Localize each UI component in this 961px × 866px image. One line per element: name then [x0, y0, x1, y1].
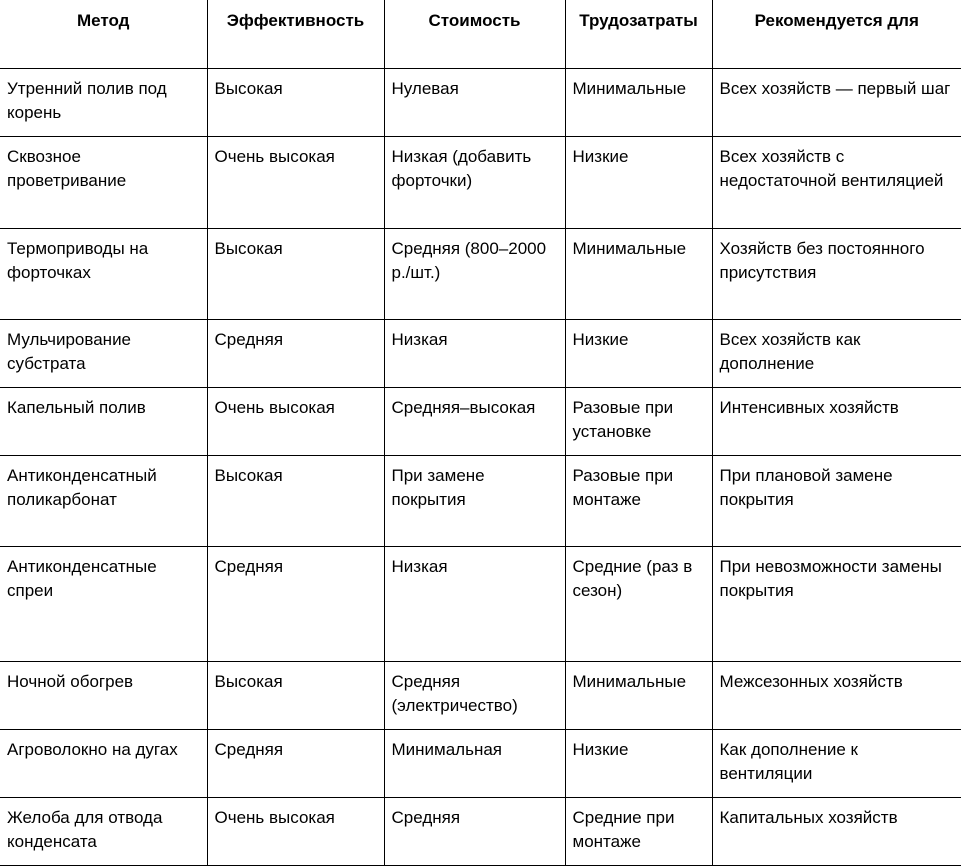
table-row	[0, 455, 961, 546]
table-row	[0, 68, 961, 136]
cell-labor: Средние при монтаже	[565, 797, 712, 865]
cell-labor: Низкие	[565, 729, 712, 797]
cell-effectiveness: Высокая	[207, 228, 384, 319]
cell-cost: Средняя	[384, 797, 565, 865]
cell-effectiveness: Очень высокая	[207, 136, 384, 228]
cell-method: Антиконденсатные спреи	[0, 546, 207, 661]
cell-method: Агроволокно на дугах	[0, 729, 207, 797]
cell-cost: Низкая (добавить форточки)	[384, 136, 565, 228]
cell-cost: Низкая	[384, 546, 565, 661]
cell-cost: При замене покрытия	[384, 455, 565, 546]
header-cell-recommended-for: Рекомендуется для	[712, 0, 961, 68]
cell-labor: Минимальные	[565, 68, 712, 136]
cell-recommended-for: Всех хозяйств — первый шаг	[712, 68, 961, 136]
cell-method: Желоба для отвода конденсата	[0, 797, 207, 865]
cell-cost: Нулевая	[384, 68, 565, 136]
cell-recommended-for: Интенсивных хозяйств	[712, 387, 961, 455]
cell-recommended-for: Всех хозяйств как дополнение	[712, 319, 961, 387]
cell-cost: Средняя (800–2000 р./шт.)	[384, 228, 565, 319]
table-row	[0, 228, 961, 319]
table-row	[0, 661, 961, 729]
cell-method: Утренний полив под корень	[0, 68, 207, 136]
cell-effectiveness: Очень высокая	[207, 797, 384, 865]
header-cell-method: Метод	[0, 0, 207, 68]
table-row	[0, 546, 961, 661]
table-row	[0, 729, 961, 797]
cell-method: Термоприводы на форточках	[0, 228, 207, 319]
cell-method: Ночной обогрев	[0, 661, 207, 729]
table-row	[0, 797, 961, 865]
cell-cost: Средняя–высокая	[384, 387, 565, 455]
cell-cost: Средняя (электричество)	[384, 661, 565, 729]
header-cell-labor: Трудозатраты	[565, 0, 712, 68]
cell-method: Сквозное проветривание	[0, 136, 207, 228]
header-cell-cost: Стоимость	[384, 0, 565, 68]
cell-effectiveness: Средняя	[207, 546, 384, 661]
cell-effectiveness: Высокая	[207, 68, 384, 136]
table-row	[0, 319, 961, 387]
cell-method: Капельный полив	[0, 387, 207, 455]
cell-labor: Минимальные	[565, 228, 712, 319]
cell-recommended-for: Как дополнение к вентиляции	[712, 729, 961, 797]
cell-recommended-for: Всех хозяйств с недостаточной вентиляцией	[712, 136, 961, 228]
cell-effectiveness: Средняя	[207, 729, 384, 797]
table-header-row	[0, 0, 961, 68]
cell-effectiveness: Средняя	[207, 319, 384, 387]
cell-labor: Разовые при монтаже	[565, 455, 712, 546]
cell-labor: Низкие	[565, 319, 712, 387]
cell-labor: Разовые при установке	[565, 387, 712, 455]
cell-effectiveness: Очень высокая	[207, 387, 384, 455]
cell-effectiveness: Высокая	[207, 455, 384, 546]
cell-labor: Низкие	[565, 136, 712, 228]
cell-recommended-for: Капитальных хозяйств	[712, 797, 961, 865]
cell-recommended-for: При невозможности замены покрытия	[712, 546, 961, 661]
cell-recommended-for: При плановой замене покрытия	[712, 455, 961, 546]
cell-method: Антиконденсатный поликарбонат	[0, 455, 207, 546]
cell-effectiveness: Высокая	[207, 661, 384, 729]
cell-labor: Минимальные	[565, 661, 712, 729]
cell-method: Мульчирование субстрата	[0, 319, 207, 387]
table-row	[0, 387, 961, 455]
cell-cost: Низкая	[384, 319, 565, 387]
cell-recommended-for: Межсезонных хозяйств	[712, 661, 961, 729]
table-row	[0, 136, 961, 228]
cell-cost: Минимальная	[384, 729, 565, 797]
header-cell-effectiveness: Эффективность	[207, 0, 384, 68]
cell-labor: Средние (раз в сезон)	[565, 546, 712, 661]
cell-recommended-for: Хозяйств без постоянного присутствия	[712, 228, 961, 319]
